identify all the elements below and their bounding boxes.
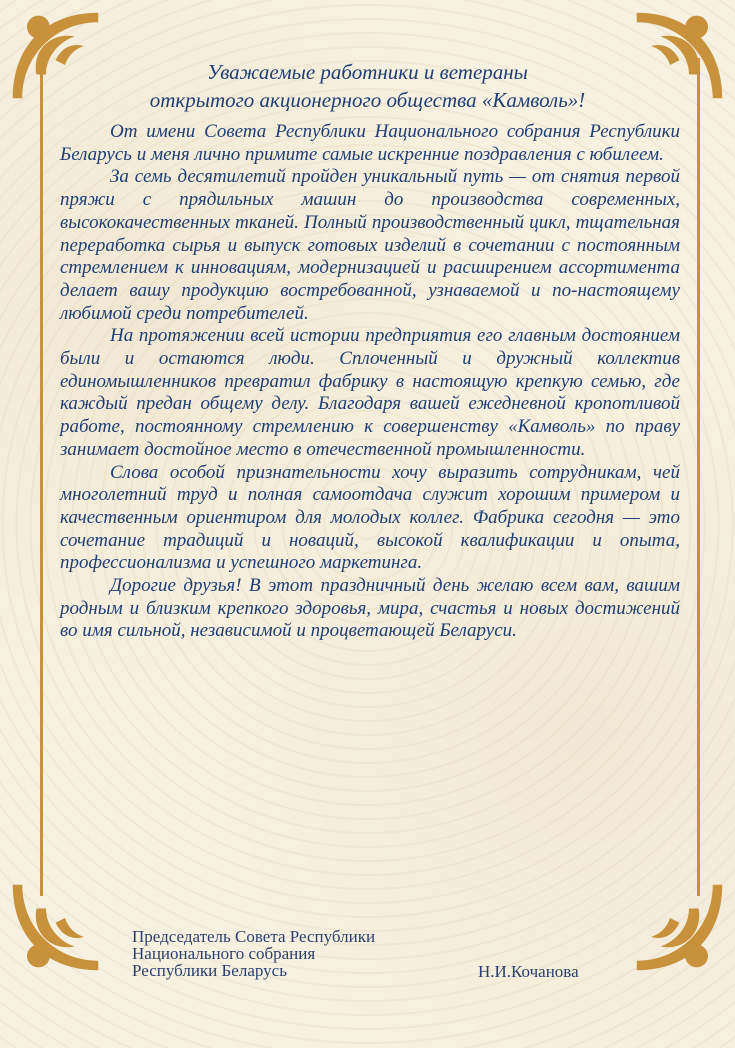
paragraph: За семь десятилетий пройден уникальный путь — от снятия первой пряжи с прядильных машин до производства современных, высококачественных тканей. Полный производственный цикл, тщательная переработка сырья и выпуск готовых изделий в сочетании с постоянным стремлением к инновациям, модернизацией и расширением ассортимента делает вашу продукцию востребованной, узнаваемой и по-настоящему любимой среди потребителей. (60, 166, 680, 324)
signature-line-1: Председатель Совета Республики (132, 927, 376, 946)
ornament-corner-icon (8, 880, 103, 975)
letter-body (60, 121, 680, 643)
ornament-corner-icon (632, 880, 727, 975)
signatory-name: Н.И.Кочанова (478, 962, 579, 981)
paragraph: От имени Совета Республики Национального собрания Республики Беларусь и меня лично примите самые искренние поздравления с юбилеем. (60, 121, 680, 165)
signature-position (132, 928, 375, 979)
title-line-2: открытого акционерного общества «Камволь»! (149, 88, 586, 112)
title-line-1: Уважаемые работники и ветераны (207, 60, 528, 84)
paragraph: На протяжении всей истории предприятия его главным достоянием были и остаются люди. Сплоченный и дружный коллектив единомышленников превратил фабрику в настоящую крепкую семью, где каждый предан общему делу. Благодаря вашей ежедневной кропотливой работе, постоянному стремлению к совершенству «Камволь» по праву занимает достойное место в отечественной промышленности. (60, 325, 680, 460)
signature-line-2: Национального собрания (132, 944, 316, 963)
paragraph: Дорогие друзья! В этот праздничный день желаю всем вам, вашим родным и близким крепкого здоровья, мира, счастья и новых достижений во имя сильной, независимой и процветающей Беларуси. (60, 575, 680, 642)
paragraph: Слова особой признательности хочу выразить сотрудникам, чей многолетний труд и полная самоотдача служит хорошим примером и качественным ориентиром для молодых коллег. Фабрика сегодня — это сочетание традиций и новаций, высокой квалификации и опыта, профессионализма и успешного маркетинга. (60, 461, 680, 574)
signature-line-3: Республики Беларусь (132, 961, 287, 980)
greeting-title (60, 58, 675, 114)
